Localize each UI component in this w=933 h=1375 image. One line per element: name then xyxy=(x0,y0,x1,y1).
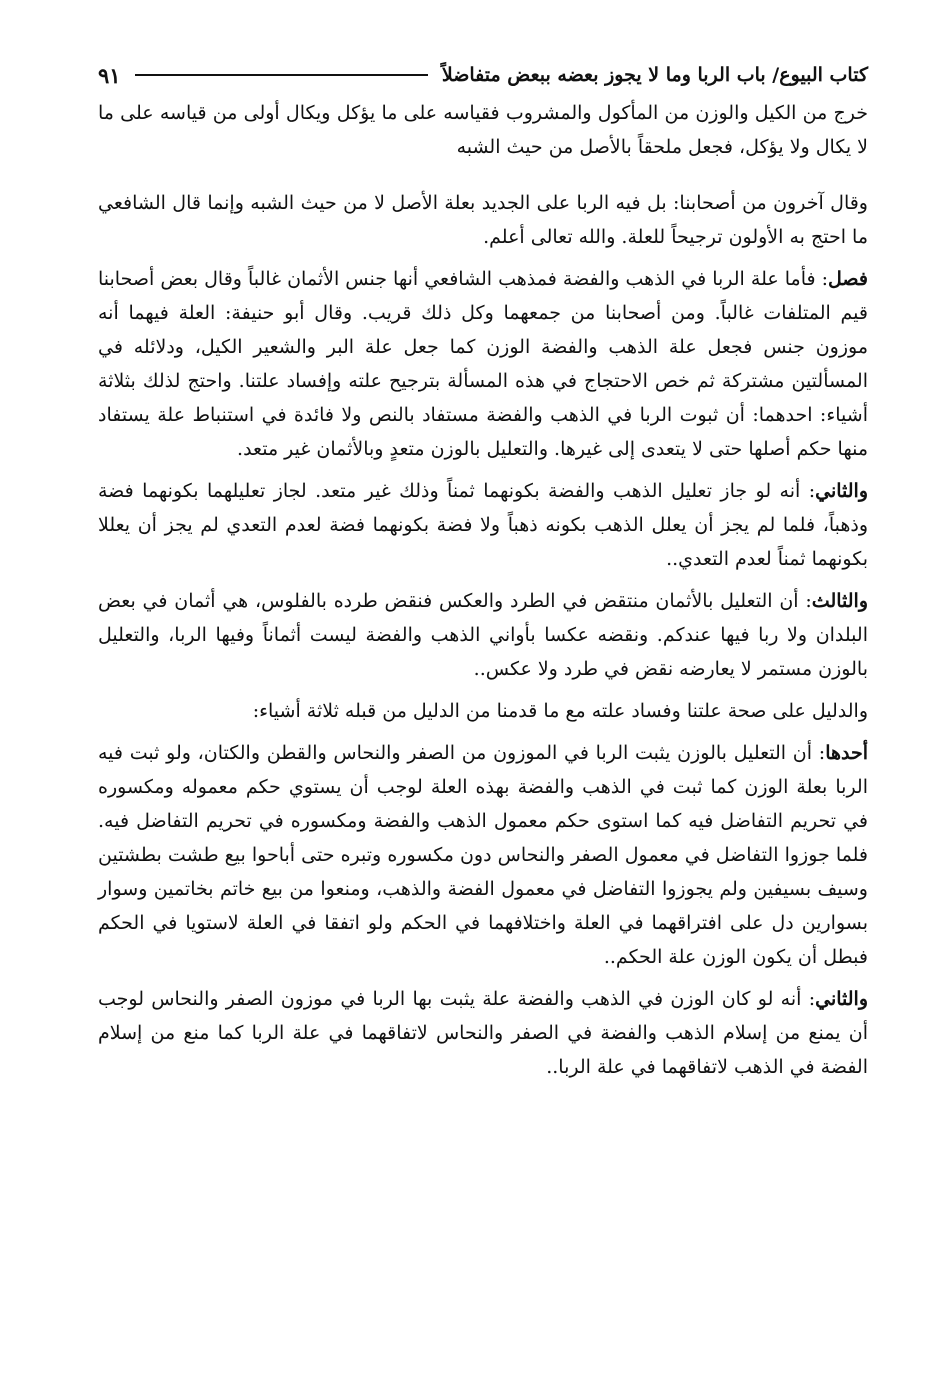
paragraph-text: والدليل على صحة علتنا وفساد علته مع ما قدمنا من الدليل من قبله ثلاثة أشياء: xyxy=(252,700,868,722)
header-rule xyxy=(135,74,428,76)
paragraph-lead-word: فصل xyxy=(828,268,868,290)
paragraph-text: : أن التعليل بالأثمان منتقض في الطرد والعكس فنقض طرده بالفلوس، هي أثمان في بعض البلدان ولا ربا فيها عندكم. ونقضه عكسا بأواني الذهب والفضة ليست أثماناً وفيها الربا، والتعليل بالوزن مستمر لا يعارضه نقض في طرد ولا عكس.. xyxy=(98,590,868,680)
paragraph-text: وقال آخرون من أصحابنا: بل فيه الربا على الجديد بعلة الأصل لا من حيث الشبه وإنما قال الشافعي ما احتج به الأولون ترجيحاً للعلة. والله تعالى أعلم. xyxy=(98,192,868,248)
paragraph-text: خرج من الكيل والوزن من المأكول والمشروب فقياسه على ما يؤكل ويكال أولى من قياسه على ما لا يكال ولا يؤكل، فجعل ملحقاً بالأصل من حيث الشبه xyxy=(98,102,868,158)
paragraph-lead-word: والثاني xyxy=(815,480,868,502)
paragraph-text: : أنه لو جاز تعليل الذهب والفضة بكونهما ثمناً وذلك غير متعد. لجاز تعليلهما بكونهما فضة وذهباً، فلما لم يجز أن يعلل الذهب بكونه ذهباً ولا فضة بكونهما فضة لعدم التعدي لم يجز أن يعللا بكونهما ثمناً لعدم التعدي.. xyxy=(98,480,868,570)
paragraph-text: : فأما علة الربا في الذهب والفضة فمذهب الشافعي أنها جنس الأثمان غالباً وقال بعض أصحابنا قيم المتلفات غالباً. ومن أصحابنا من جمعهما وكل ذلك قريب. وقال أبو حنيفة: العلة فيهما أنه موزون جنس فجعل علة الذهب والفضة الوزن كما جعل علة البر والشعير الكيل، ودلائله في المسألتين مشتركة ثم خص الاحتجاج في هذه المسألة بترجيح علته وإفساد علتنا. واحتج لذلك بثلاثة أشياء: احدهما: أن ثبوت الربا في الذهب والفضة مستفاد بالنص ولا فائدة في استنباط علة يستفاد منها حكم أصلها حتى لا يتعدى إلى غيرها. والتعليل بالوزن متعدٍ وبالأثمان غير متعد. xyxy=(98,268,868,460)
page-number: ٩١ xyxy=(98,62,121,88)
header-title: كتاب البيوع/ باب الربا وما لا يجوز بعضه ببعض متفاضلاً xyxy=(441,64,868,86)
paragraph xyxy=(98,186,868,254)
paragraph xyxy=(98,982,868,1084)
paragraph xyxy=(98,474,868,576)
paragraph xyxy=(98,736,868,974)
paragraph-lead-word: والثاني xyxy=(815,988,868,1010)
paragraph xyxy=(98,694,868,728)
book-page xyxy=(98,58,868,1084)
paragraph-text: : أن التعليل بالوزن يثبت الربا في الموزون من الصفر والنحاس والقطن والكتان، ولو ثبت فيه الربا بعلة الوزن كما ثبت في الذهب والفضة بهذه العلة لوجب أن يستوي حكم معموله ومكسوره في تحريم التفاضل فيه كما استوى حكم معمول الذهب والفضة ومكسوره في تحريم التفاضل فيه. فلما جوزوا التفاضل في معمول الصفر والنحاس دون مكسوره وتبره حتى أباحوا بيع طشت بطشتين وسيف بسيفين ولم يجوزوا التفاضل في معمول الفضة والذهب، ومنعوا من بيع خاتم بخاتمين وسوار بسوارين دل على افتراقهما في العلة واختلافهما في الحكم ولو اتفقا في العلة لاستويا في الحكم فبطل أن يكون الوزن علة الحكم.. xyxy=(98,742,868,968)
paragraph xyxy=(98,584,868,686)
paragraph xyxy=(98,96,868,164)
paragraph-lead-word: والثالث xyxy=(811,590,868,612)
paragraph xyxy=(98,262,868,466)
paragraph-text: : أنه لو كان الوزن في الذهب والفضة علة يثبت بها الربا في موزون الصفر والنحاس لوجب أن يمنع من إسلام الذهب والفضة في الصفر والنحاس لاتفاقهما في علة الربا كما منع من إسلام الفضة في الذهب لاتفاقهما في علة الربا.. xyxy=(98,988,868,1078)
paragraph-lead-word: أحدها xyxy=(825,742,868,764)
running-header xyxy=(98,58,868,92)
